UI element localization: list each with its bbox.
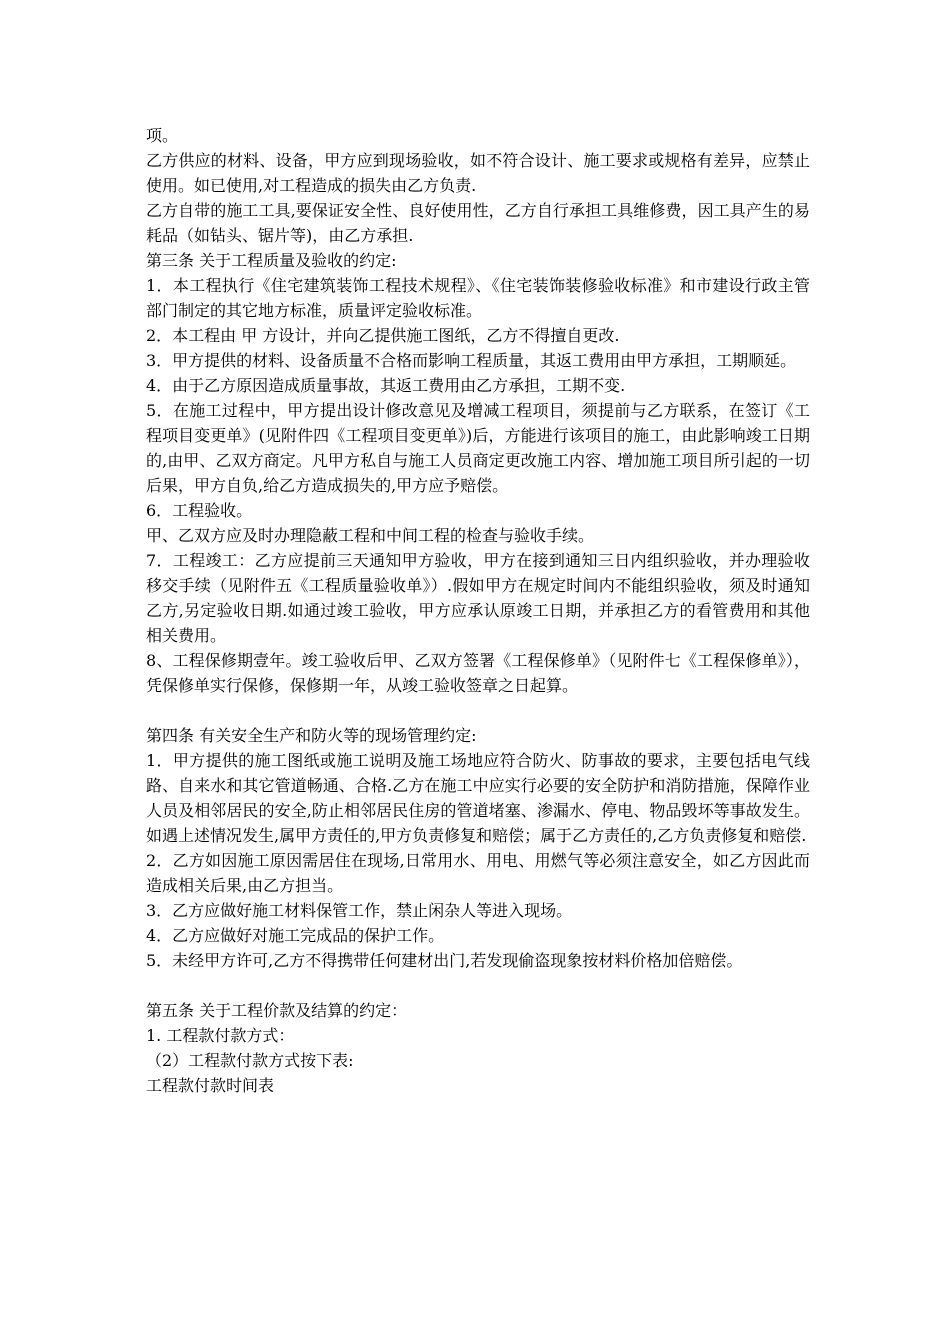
article-4-item-2: 2．乙方如因施工原因需居住在现场,日常用水、用电、用燃气等必须注意安全，如乙方因此而造成相关后果,由乙方担当。 (146, 851, 810, 895)
paragraph-materials-inspection: 乙方供应的材料、设备，甲方应到现场验收，如不符合设计、施工要求或规格有差异，应禁止使用。如已使用,对工程造成的损失由乙方负责. (146, 151, 810, 195)
article-3-item-4: 4．由于乙方原因造成质量事故，其返工费用由乙方承担，工期不变. (146, 376, 626, 395)
article-5-item-1: 1. 工程款付款方式： (146, 1026, 295, 1045)
article-3-item-6-detail: 甲、乙双方应及时办理隐蔽工程和中间工程的检查与验收手续。 (146, 526, 595, 545)
paragraph-continuation: 项。 (146, 126, 179, 145)
article-4-heading: 第四条 有关安全生产和防火等的现场管理约定: (146, 726, 477, 745)
document-body (146, 123, 810, 1098)
article-4-item-5: 5．未经甲方许可,乙方不得携带任何建材出门,若发现偷盗现象按材料价格加倍赔偿。 (146, 951, 743, 970)
article-4-item-3: 3．乙方应做好施工材料保管工作，禁止闲杂人等进入现场。 (146, 901, 573, 920)
article-4-item-1: 1．甲方提供的施工图纸或施工说明及施工场地应符合防火、防事故的要求，主要包括电气线路、自来水和其它管道畅通、合格.乙方在施工中应实行必要的安全防护和消防措施，保障作业人员及相邻居民的安全,防止相邻居民住房的管道堵塞、渗漏水、停电、物品毁坏等事故发生。如遇上述情况发生,属甲方责任的,甲方负责修复和赔偿；属于乙方责任的,乙方负责修复和赔偿. (146, 751, 810, 845)
article-3-item-8: 8、工程保修期壹年。竣工验收后甲、乙双方签署《工程保修单》（见附件七《工程保修单》），凭保修单实行保修，保修期一年，从竣工验收签章之日起算。 (146, 651, 810, 695)
article-5-heading: 第五条 关于工程价款及结算的约定： (146, 1001, 408, 1020)
blank-line (146, 698, 810, 723)
article-5-item-1-sub-2: （2）工程款付款方式按下表: (146, 1051, 354, 1070)
article-3-item-2: 2．本工程由 甲 方设计，并向乙提供施工图纸，乙方不得擅自更改. (146, 326, 620, 345)
article-4-item-4: 4．乙方应做好对施工完成品的保护工作。 (146, 926, 445, 945)
article-3-item-6: 6．工程验收。 (146, 501, 253, 520)
article-3-item-5: 5．在施工过程中，甲方提出设计修改意见及增减工程项目，须提前与乙方联系，在签订《工程项目变更单》(见附件四《工程项目变更单》)后，方能进行该项目的施工，由此影响竣工日期的,由甲、乙双方商定。凡甲方私自与施工人员商定更改施工内容、增加施工项目所引起的一切后果，甲方自负,给乙方造成损失的,甲方应予赔偿。 (146, 401, 810, 495)
article-3-item-3: 3．甲方提供的材料、设备质量不合格而影响工程质量，其返工费用由甲方承担，工期顺延。 (146, 351, 797, 370)
blank-line (146, 973, 810, 998)
payment-schedule-title: 工程款付款时间表 (146, 1076, 275, 1095)
article-3-item-7: 7．工程竣工：乙方应提前三天通知甲方验收，甲方在接到通知三日内组织验收，并办理验收移交手续（见附件五《工程质量验收单》）.假如甲方在规定时间内不能组织验收，须及时通知乙方,另定验收日期.如通过竣工验收，甲方应承认原竣工日期，并承担乙方的看管费用和其他相关费用。 (146, 551, 810, 645)
article-3-heading: 第三条 关于工程质量及验收的约定: (146, 251, 397, 270)
article-3-item-1: 1．本工程执行《住宅建筑装饰工程技术规程》、《住宅装饰装修验收标准》和市建设行政主管部门制定的其它地方标准，质量评定验收标准。 (146, 276, 810, 320)
paragraph-tools: 乙方自带的施工工具,要保证安全性、良好使用性，乙方自行承担工具维修费，因工具产生的易耗品（如钻头、锯片等)，由乙方承担. (146, 201, 810, 245)
